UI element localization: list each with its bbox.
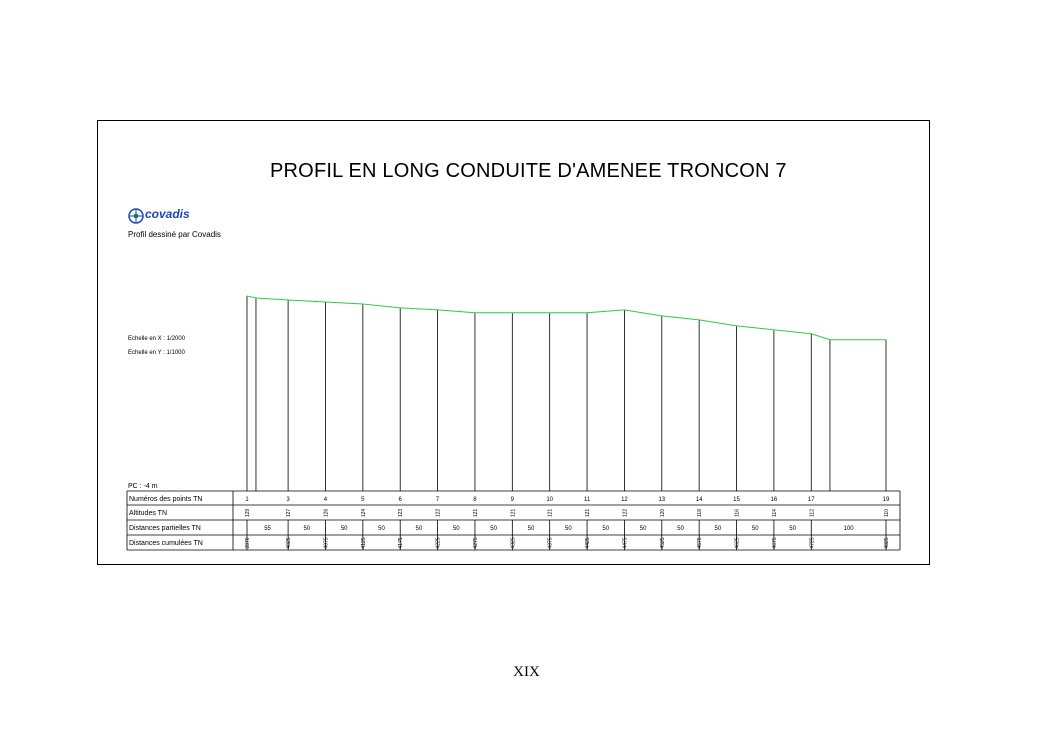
cumulative-distance: 4075: [323, 537, 330, 549]
altitude-value: 121: [472, 508, 479, 518]
partial-distance: 50: [565, 526, 572, 532]
partial-distance: 50: [751, 526, 759, 532]
altitude-value: 122: [435, 508, 442, 518]
altitude-value: 121: [547, 508, 554, 518]
cumulative-distance: 4725: [809, 537, 816, 549]
point-number: 11: [583, 497, 591, 503]
altitude-value: 121: [585, 508, 592, 518]
cumulative-distance: 4375: [547, 537, 554, 549]
point-number: 4: [323, 497, 328, 503]
cumulative-distance: 4825: [884, 537, 890, 549]
partial-distance: 50: [452, 526, 460, 532]
partial-distance: 50: [303, 526, 311, 532]
point-number: 3: [286, 497, 290, 503]
point-number: 14: [695, 497, 703, 503]
altitude-value: 116: [734, 509, 741, 517]
point-number: 16: [770, 497, 778, 503]
point-number: 13: [658, 497, 666, 503]
cumulative-distance: 4575: [697, 537, 704, 549]
altitude-value: 120: [659, 508, 666, 518]
row-label: Altitudes TN: [129, 510, 167, 517]
altitude-value: 122: [622, 508, 629, 518]
cumulative-distance: 4025: [286, 537, 293, 549]
cumulative-distance: 4625: [734, 537, 741, 549]
altitude-value: 123: [398, 508, 405, 518]
scale-x: Echelle en X : 1/2000: [128, 336, 186, 342]
row-label: Distances partielles TN: [129, 525, 201, 532]
partial-distance: 50: [714, 526, 722, 532]
row-label: Numéros des points TN: [129, 496, 203, 503]
point-number: 5: [361, 497, 365, 503]
page-number: XIX: [513, 664, 540, 680]
cumulative-distance: 4525: [659, 537, 666, 549]
cumulative-distance: 4425: [585, 537, 592, 549]
cumulative-distance: 4275: [472, 537, 479, 549]
point-number: 17: [807, 497, 815, 503]
partial-distance: 50: [602, 526, 610, 532]
cumulative-distance: 4225: [435, 537, 442, 549]
cumulative-distance: 4125: [360, 537, 367, 549]
point-number: 12: [621, 497, 628, 503]
profile-title: PROFIL EN LONG CONDUITE D'AMENEE TRONCON 7: [270, 160, 787, 182]
row-label: Distances cumulées TN: [129, 540, 203, 547]
subtitle: Profil dessiné par Covadis: [128, 230, 221, 239]
point-number: 19: [882, 497, 890, 503]
point-number: 10: [546, 497, 554, 503]
partial-distance: 50: [490, 526, 497, 532]
point-number: 1: [245, 497, 249, 503]
altitude-value: 121: [510, 508, 517, 518]
point-number: 6: [398, 497, 402, 503]
altitude-value: 127: [286, 508, 293, 518]
partial-distance: 50: [677, 526, 684, 532]
altitude-value: 112: [809, 509, 816, 517]
cumulative-distance: 4175: [398, 537, 405, 549]
logo-text: covadis: [145, 207, 190, 221]
altitude-value: 118: [697, 509, 704, 517]
partial-distance: 50: [527, 526, 535, 532]
point-number: 7: [435, 497, 440, 503]
altitude-value: 124: [360, 508, 367, 518]
partial-distance: 50: [340, 526, 348, 532]
partial-distance: 50: [415, 526, 423, 532]
cumulative-distance: 4675: [771, 537, 778, 549]
cumulative-distance: 4475: [622, 537, 629, 549]
altitude-value: 114: [771, 509, 778, 517]
scale-y: Echelle en Y : 1/1000: [128, 350, 185, 356]
partial-distance: 55: [264, 526, 271, 532]
terrain-line: [247, 296, 886, 340]
cumulative-distance: 4325: [510, 537, 517, 549]
point-number: 8: [473, 497, 477, 503]
partial-distance: 50: [789, 526, 796, 532]
point-number: 15: [733, 497, 740, 503]
cumulative-distance: 3970: [245, 537, 251, 549]
point-number: 9: [510, 497, 514, 503]
partial-distance: 50: [378, 526, 385, 532]
altitude-value: 126: [323, 508, 330, 518]
altitude-value: 129: [245, 508, 251, 518]
partial-distance: 100: [843, 526, 854, 532]
altitude-value: 110: [884, 509, 890, 517]
reference-plane: PC : -4 m: [128, 483, 158, 490]
partial-distance: 50: [639, 526, 647, 532]
